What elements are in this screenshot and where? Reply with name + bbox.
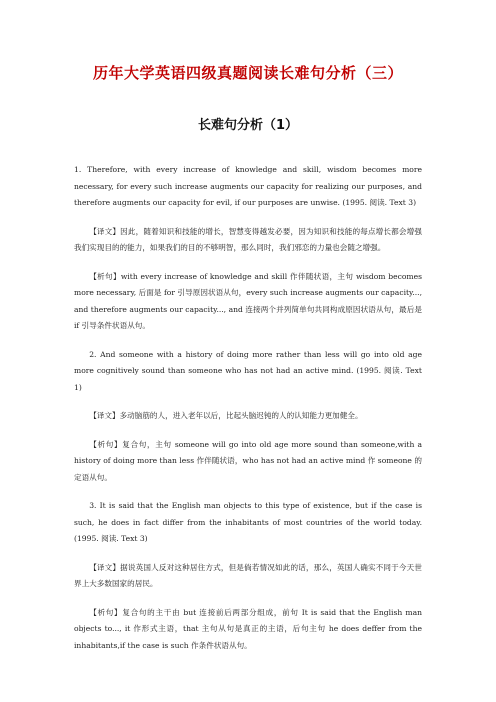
analysis-2: 【析句】复合句，主句 someone will go into old age more sound than someone,with a history of doing more than less 作伴随状语，who has not had an active mind 作 someone 的定语从句。 [74, 439, 422, 482]
sentence-3: 3. It is said that the English man objects to this type of existence, but if the case is such, he does in fact differ from the inhabitants of most countries of the world today. (1995. 阅读. Text 3) [74, 501, 422, 543]
translation-3: 【译文】据说英国人反对这种居住方式，但是倘若情况如此的话，那么，英国人确实不同于今天世界上大多数国家的居民。 [74, 562, 422, 588]
document-body [74, 162, 422, 666]
sentence-1: 1. Therefore, with every increase of knowledge and skill, wisdom becomes more necessary, for every such increase augments our capacity for realizing our purposes, and therefore augments our capacity for evil, if our purposes are unwise. (1995. 阅读. Text 3) [74, 165, 422, 207]
analysis-3: 【析句】复合句的主干由 but 连接前后两部分组成，前句 It is said that the English man objects to..., it 作形式主语，that 主句从句是真正的主语，后句主句 he does deffer from the inhabitants,if the case is such 作条件状语从句。 [74, 607, 422, 650]
analysis-1: 【析句】with every increase of knowledge and skill 作伴随状语，主句 wisdom becomes more necessary, 后面是 for 引导原因状语从句，every such increase augments our capacity..., and therefore augments our capacity..., and 连接两个并列简单句共同构成原因状语从句，最后是 if 引导条件状语从句。 [74, 271, 422, 330]
document-title: 历年大学英语四级真题阅读长难句分析（三） [92, 64, 403, 82]
translation-2: 【译文】多动脑筋的人，进入老年以后，比起头脑迟钝的人的认知能力更加健全。 [89, 411, 363, 420]
sentence-2: 2. And someone with a history of doing more rather than less will go into old age more cognitively sound than someone who has not had an active mind. (1995. 阅读. Text 1) [74, 349, 422, 392]
translation-1: 【译文】因此，随着知识和技能的增长，智慧变得越发必要，因为知识和技能的每点增长都会增强我们实现目的的能力，如果我们的目的不够明智，那么同时，我们邪恋的力量也会随之增强。 [74, 226, 422, 252]
section-heading: 长难句分析（1） [197, 118, 299, 133]
